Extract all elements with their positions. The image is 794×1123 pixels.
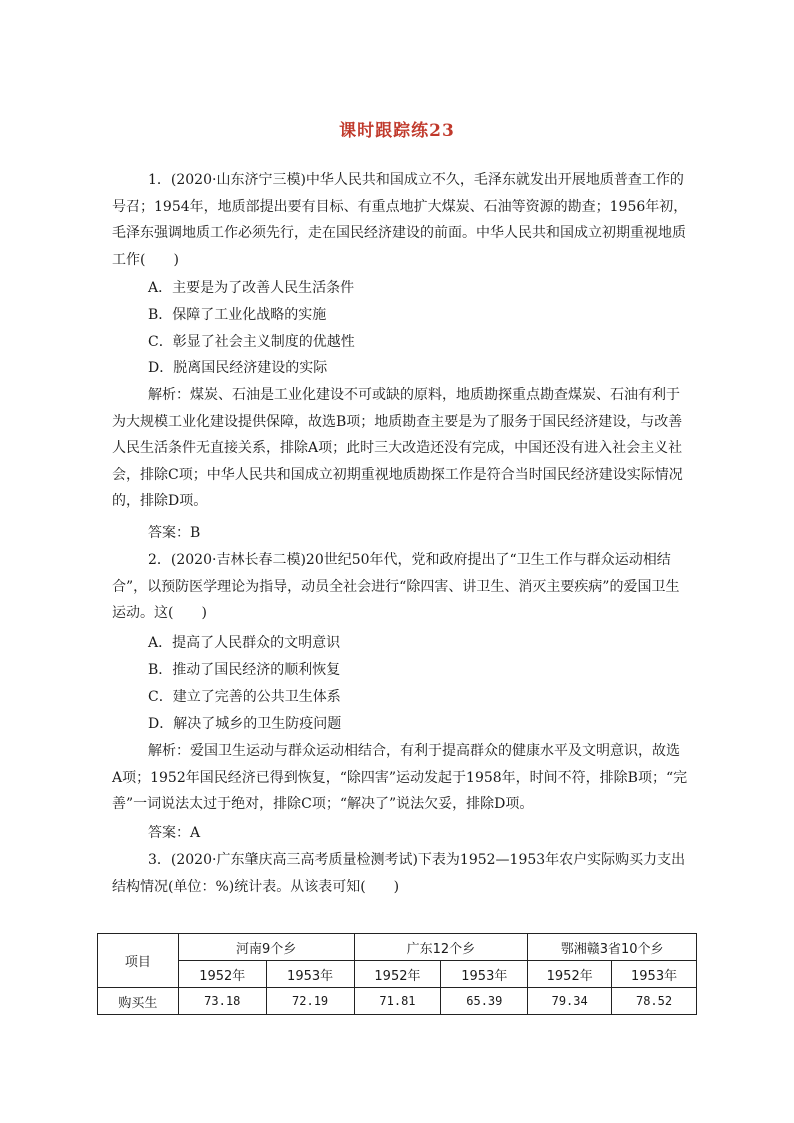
question-2-option-b: B．推动了国民经济的顺利恢复 <box>148 662 341 678</box>
question-2-answer: 答案：A <box>148 825 201 841</box>
table-cell: 73.18 <box>178 988 266 1015</box>
question-1-option-a: A．主要是为了改善人民生活条件 <box>148 280 355 296</box>
question-1-option-c: C．彰显了社会主义制度的优越性 <box>148 334 355 350</box>
question-1-analysis: 解析：煤炭、石油是工业化建设不可或缺的原料，地质勘探重点勘查煤炭、石油有利于为大规模工业化建设提供保障，故选B项；地质勘查主要是为了服务于国民经济建设，与改善人民生活条件无直接关系，排除A项；此时三大改造还没有完成，中国还没有进入社会主义社会，排除C项；中华人民共和国成立初期重视地质勘探工作是符合当时国民经济建设实际情况的，排除D项。 <box>112 387 683 509</box>
table-row <box>98 988 697 1015</box>
table-cell: 78.52 <box>612 988 697 1015</box>
table-year-header: 1952年 <box>178 961 266 988</box>
table-group-header: 广东12个乡 <box>354 934 528 961</box>
question-1-option-b: B．保障了工业化战略的实施 <box>148 307 327 323</box>
statistics-table <box>97 933 697 1015</box>
table-cell: 79.34 <box>528 988 612 1015</box>
question-2-option-d: D．解决了城乡的卫生防疫问题 <box>148 716 342 732</box>
question-1-stem: 1．(2020·山东济宁三模)中华人民共和国成立不久，毛泽东就发出开展地质普查工作的号召；1954年，地质部提出要有目标、有重点地扩大煤炭、石油等资源的勘查；1956年初，毛泽东强调地质工作必须先行，走在国民经济建设的前面。中华人民共和国成立初期重视地质工作( ) <box>112 172 688 268</box>
question-2-stem: 2．(2020·吉林长春二模)20世纪50年代，党和政府提出了“卫生工作与群众运动相结合”，以预防医学理论为指导，动员全社会进行“除四害、讲卫生、消灭主要疾病”的爱国卫生运动。这( ) <box>112 552 680 621</box>
question-2-option-c: C．建立了完善的公共卫生体系 <box>148 689 341 705</box>
question-1-option-d: D．脱离国民经济建设的实际 <box>148 360 328 376</box>
page-title: 课时跟踪练23 <box>339 121 455 141</box>
table-year-header: 1952年 <box>528 961 612 988</box>
table-group-header: 河南9个乡 <box>178 934 354 961</box>
question-2-option-a: A．提高了人民群众的文明意识 <box>148 635 341 651</box>
table-cell: 71.81 <box>354 988 441 1015</box>
question-3-stem: 3．(2020·广东肇庆高三高考质量检测考试)下表为1952—1953年农户实际购买力支出结构情况(单位：%)统计表。从该表可知( ) <box>112 852 686 895</box>
table-row-label: 购买生 <box>98 988 179 1015</box>
table-header-row <box>98 934 697 961</box>
table-year-header: 1953年 <box>266 961 354 988</box>
table-cell: 72.19 <box>266 988 354 1015</box>
table-year-row <box>98 961 697 988</box>
table-group-header: 鄂湘赣3省10个乡 <box>528 934 697 961</box>
table-year-header: 1953年 <box>441 961 528 988</box>
table-year-header: 1952年 <box>354 961 441 988</box>
question-1-answer: 答案：B <box>148 525 201 541</box>
question-2-analysis: 解析：爱国卫生运动与群众运动相结合，有利于提高群众的健康水平及文明意识，故选A项；1952年国民经济已得到恢复，“除四害”运动发起于1958年，时间不符，排除B项；“完善”一词说法太过于绝对，排除C项；“解决了”说法欠妥，排除D项。 <box>112 743 688 812</box>
table-corner-cell: 项目 <box>98 934 179 988</box>
table-year-header: 1953年 <box>612 961 697 988</box>
table-cell: 65.39 <box>441 988 528 1015</box>
